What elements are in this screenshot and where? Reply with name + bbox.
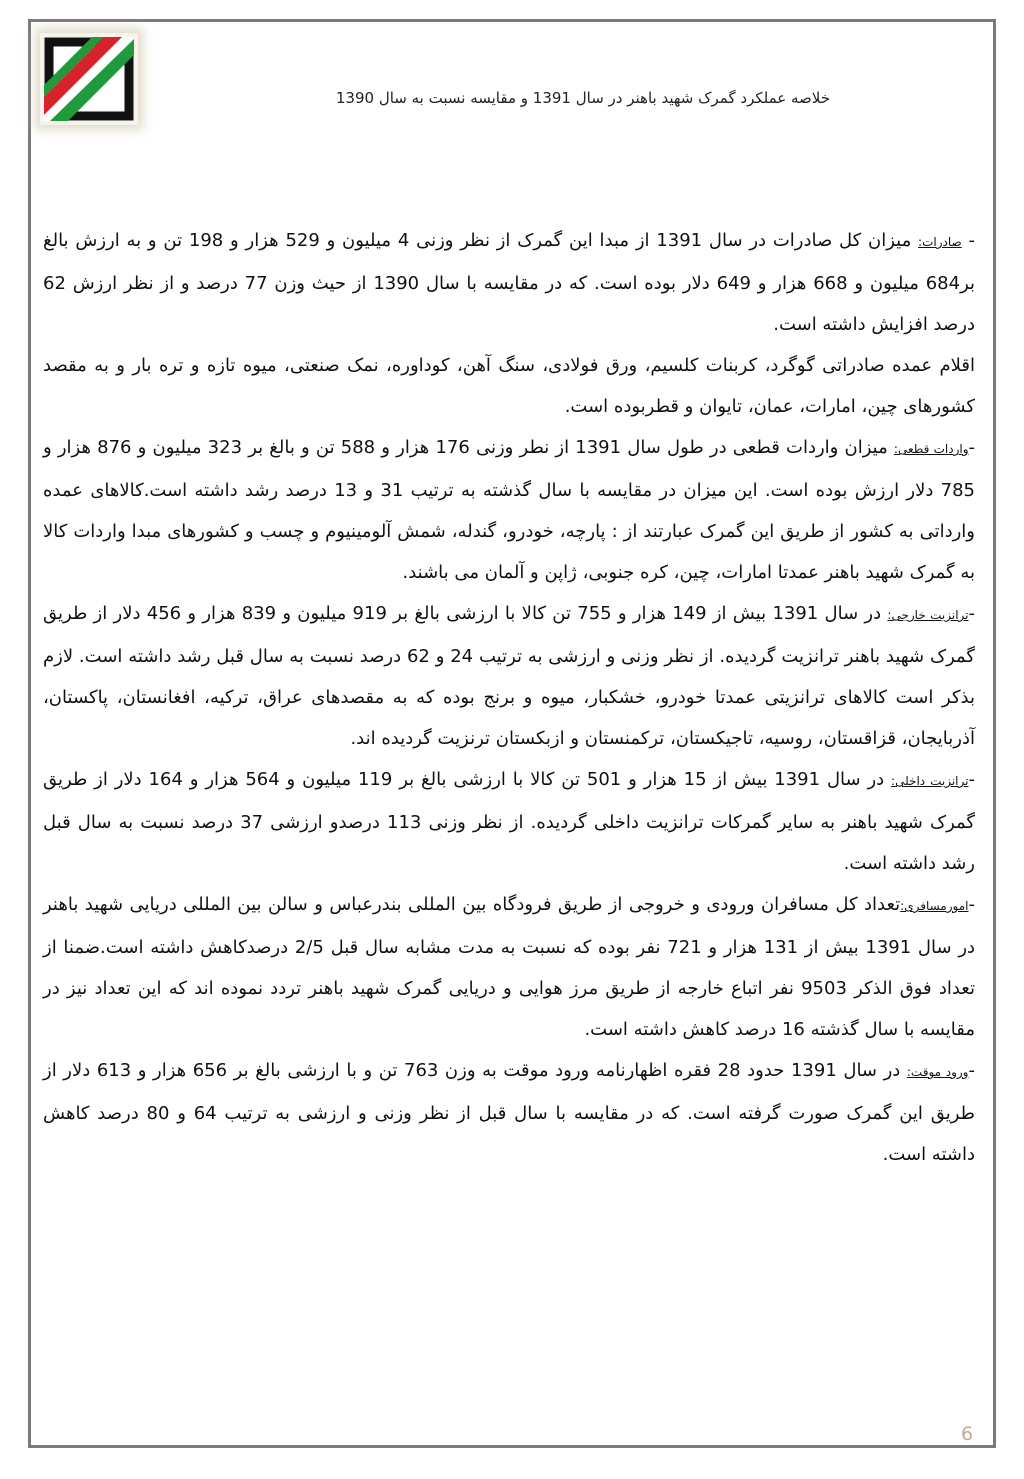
page-number: 6 <box>961 1423 974 1445</box>
paragraph-text: در سال 1391 بیش از 149 هزار و 755 تن کالا با ارزشی بالغ بر 919 میلیون و 839 هزار و 456 دلار از طریق گمرک شهید باهنر ترانزیت گردیده. از نظر وزنی و ارزشی به ترتیب 24 و 62 درصد نسبت به سال قبل رشد داشته است. لازم بذکر است کالاهای ترانزیتی عمدتا خودرو، خشکبار، میوه و برنج بوده که به مقصدهای عراق، ترکیه، افغانستان، پاکستان، آذربایجان، قزاقستان، روسیه، تاجیکستان، ترکمنستان و ازبکستان ترنزیت گردیده اند. <box>43 603 975 749</box>
paragraph-text: در سال 1391 بیش از 15 هزار و 501 تن کالا با ارزشی بالغ بر 119 میلیون و 564 هزار و 164 دلار از طریق گمرک شهید باهنر به سایر گمرکات ترانزیت داخلی گردیده. از نظر وزنی 113 درصدو ارزشی 37 درصد نسبت به سال قبل رشد داشته است. <box>43 769 975 874</box>
paragraph-text: میزان کل صادرات در سال 1391 از مبدا این گمرک از نظر وزنی 4 میلیون و 529 هزار و 198 تن و به ارزش بالغ بر684 میلیون و 668 هزار و 649 دلار بوده است. که در مقایسه با سال 1390 از حیث وزن 77 درصد و از نظر ارزش 62 درصد افزایش داشته است. <box>43 230 976 335</box>
section-heading-domestic-transit: ترانزیت داخلی: <box>891 774 969 788</box>
section-heading-exports: صادرات: <box>918 235 962 249</box>
document-body <box>43 220 975 1175</box>
paragraph-dash: - <box>968 769 975 790</box>
document-title: خلاصه عملکرد گمرک شهید باهنر در سال 1391 و مقایسه نسبت به سال 1390 <box>335 89 830 107</box>
section-heading-imports: واردات قطعی: <box>893 442 969 456</box>
paragraph-export-items <box>43 345 975 427</box>
paragraph-passenger-affairs <box>43 884 975 1050</box>
paragraph-temporary-entry <box>43 1050 975 1175</box>
paragraph-dash: - <box>968 437 975 458</box>
section-heading-passenger-affairs: امورمسافری: <box>900 899 969 913</box>
paragraph-dash: - <box>968 603 975 624</box>
paragraph-dash: - <box>961 230 975 251</box>
paragraph-exports <box>43 220 975 345</box>
paragraph-domestic-transit <box>43 759 975 884</box>
paragraph-dash: - <box>968 1060 975 1081</box>
paragraph-text: تعداد کل مسافران ورودی و خروجی از طریق فرودگاه بین المللی بندرعباس و سالن بین المللی دریایی شهید باهنر در سال 1391 بیش از 131 هزار و 721 نفر بوده که نسبت به مدت مشابه سال قبل 2/5 درصدکاهش داشته است.ضمنا از تعداد فوق الذکر 9503 نفر اتباع خارجه از طریق مرز هوایی و دریایی گمرک شهید باهنر تردد نموده اند که این تعداد نیز در مقایسه با سال گذشته 16 درصد کاهش داشته است. <box>43 894 976 1040</box>
paragraph-text: در سال 1391 حدود 28 فقره اظهارنامه ورود موقت به وزن 763 تن و با ارزشی بالغ بر 656 هزار و 613 دلار از طریق این گمرک صورت گرفته است. که در مقایسه با سال قبل از نظر وزنی و ارزشی به ترتیب 64 و 80 درصد کاهش داشته است. <box>43 1060 975 1165</box>
paragraph-text: اقلام عمده صادراتی گوگرد، کربنات کلسیم، ورق فولادی، سنگ آهن، کوداوره، نمک صنعتی، میوه تازه و تره بار و به مقصد کشورهای چین، امارات، عمان، تایوان و قطربوده است. <box>43 355 975 417</box>
customs-logo-icon <box>40 33 138 125</box>
paragraph-foreign-transit <box>43 593 975 759</box>
paragraph-dash: - <box>968 894 975 915</box>
paragraph-imports <box>43 427 975 593</box>
section-heading-foreign-transit: ترانزیت خارجی: <box>887 608 969 622</box>
section-heading-temporary-entry: ورود موقت: <box>906 1065 969 1079</box>
paragraph-text: میزان واردات قطعی در طول سال 1391 از نطر وزنی 176 هزار و 588 تن و بالغ بر 323 میلیون و 876 هزار و 785 دلار ارزش بوده است. این میزان در مقایسه با سال گذشته به ترتیب 31 و 13 درصد رشد داشته است.کالاهای عمده وارداتی به کشور از طریق این گمرک عبارتند از : پارچه، خودرو، گندله، شمش آلومینیوم و چسب و کشورهای مبدا واردات کالا به گمرک شهید باهنر عمدتا امارات، چین، کره جنوبی، ژاپن و آلمان می باشند. <box>43 437 976 583</box>
